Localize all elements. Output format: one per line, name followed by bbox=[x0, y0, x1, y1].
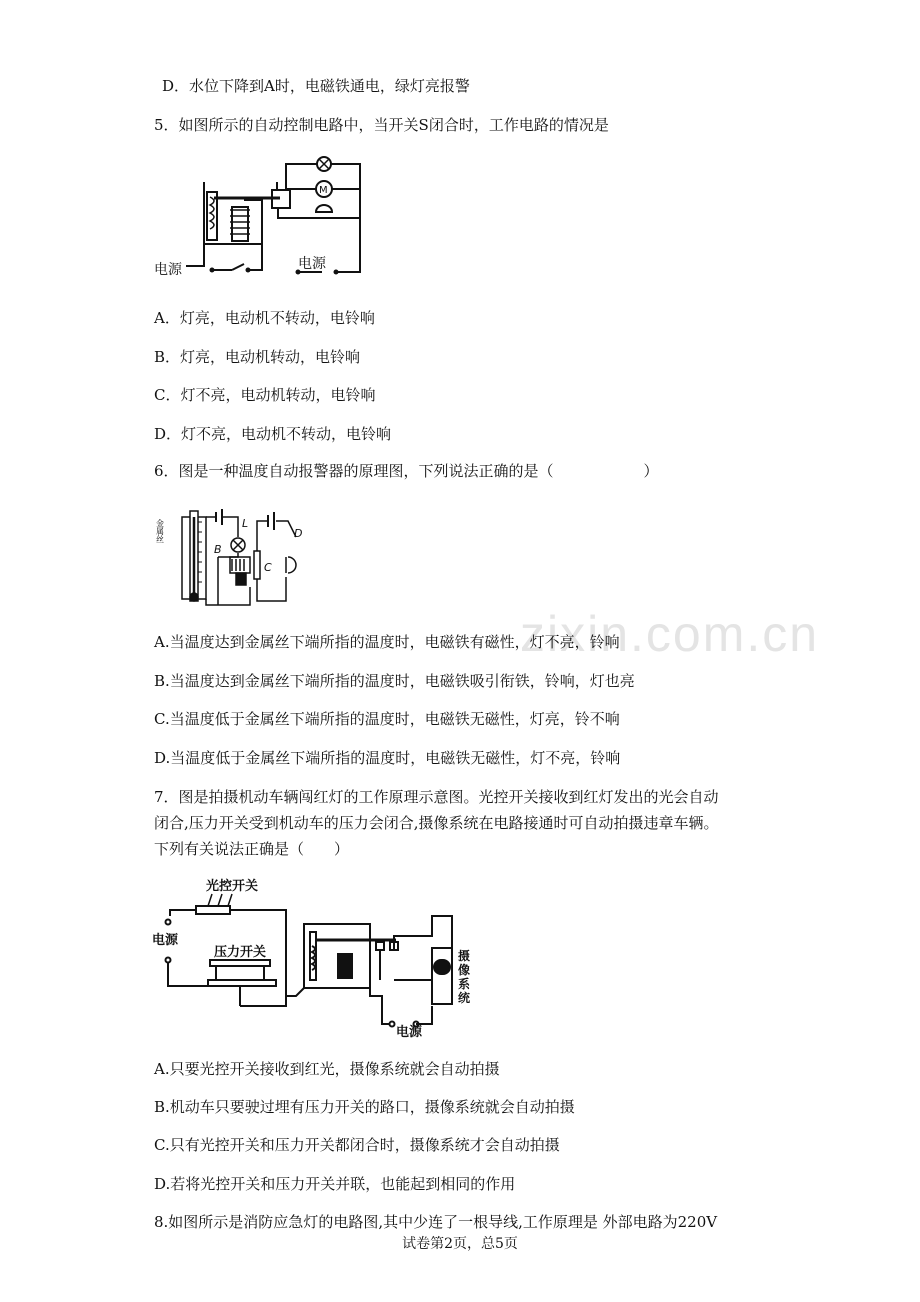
fig7-camera-label bbox=[458, 948, 470, 1005]
q5-option-c: C．灯不亮，电动机转动，电铃响 bbox=[154, 386, 376, 404]
q8-stem: 8.如图所示是消防应急灯的电路图,其中少连了一根导线,工作原理是 外部电路为220V bbox=[154, 1213, 718, 1231]
q7-option-b: B.机动车只要驶过埋有压力开关的路口，摄像系统就会自动拍摄 bbox=[154, 1098, 575, 1116]
q7-option-c: C.只有光控开关和压力开关都闭合时，摄像系统才会自动拍摄 bbox=[154, 1136, 560, 1154]
q6-option-d: D.当温度低于金属丝下端所指的温度时，电磁铁无磁性，灯不亮，铃响 bbox=[154, 749, 621, 767]
svg-text:像: 像 bbox=[458, 963, 471, 977]
fig6-C-label: C bbox=[264, 561, 272, 574]
fig7-left-power-label: 电源 bbox=[152, 933, 179, 948]
q4-option-d: D．水位下降到A时，电磁铁通电，绿灯亮报警 bbox=[162, 77, 470, 95]
fig6-D-label: D bbox=[294, 527, 303, 540]
fig7-bottom-power-label: 电源 bbox=[396, 1025, 423, 1040]
q7-option-a: A.只要光控开关接收到红光，摄像系统就会自动拍摄 bbox=[154, 1060, 500, 1078]
fig7-light-switch-label: 光控开关 bbox=[206, 879, 259, 894]
q6-option-c: C.当温度低于金属丝下端所指的温度时，电磁铁无磁性，灯亮，铃不响 bbox=[154, 710, 620, 728]
q6-option-b: B.当温度达到金属丝下端所指的温度时，电磁铁吸引衔铁，铃响，灯也亮 bbox=[154, 672, 635, 690]
q7-stem-line1: 7．图是拍摄机动车辆闯红灯的工作原理示意图。光控开关接收到红灯发出的光会自动 bbox=[154, 788, 719, 806]
fig5-left-power-label: 电源 bbox=[154, 262, 182, 278]
watermark: zixin.com.cn bbox=[520, 606, 820, 662]
fig7-pressure-switch-label: 压力开关 bbox=[214, 945, 267, 960]
page-footer: 试卷第2页，总5页 bbox=[402, 1236, 518, 1252]
q6-stem: 6．图是一种温度自动报警器的原理图，下列说法正确的是（ ） bbox=[154, 462, 659, 480]
q5-option-b: B．灯亮，电动机转动，电铃响 bbox=[154, 348, 361, 366]
q5-circuit-figure bbox=[152, 152, 372, 280]
q6-option-a: A.当温度达到金属丝下端所指的温度时，电磁铁有磁性，灯不亮，铃响 bbox=[154, 633, 620, 651]
svg-text:统: 统 bbox=[458, 991, 471, 1005]
q5-stem: 5．如图所示的自动控制电路中，当开关S闭合时，工作电路的情况是 bbox=[154, 116, 609, 134]
q7-stem-line2: 闭合,压力开关受到机动车的压力会闭合,摄像系统在电路接通时可自动拍摄违章车辆。 bbox=[154, 814, 719, 832]
q7-red-light-figure bbox=[152, 876, 472, 1040]
q7-stem-line3: 下列有关说法正确是（ ） bbox=[154, 840, 350, 858]
q5-option-d: D．灯不亮，电动机不转动，电铃响 bbox=[154, 425, 392, 443]
svg-text:M: M bbox=[319, 185, 328, 196]
q7-option-d: D.若将光控开关和压力开关并联，也能起到相同的作用 bbox=[154, 1175, 516, 1193]
fig6-L-label: L bbox=[242, 517, 249, 530]
q5-option-a: A．灯亮，电动机不转动，电铃响 bbox=[154, 309, 375, 327]
svg-text:摄: 摄 bbox=[458, 949, 471, 963]
fig5-right-power-label: 电源 bbox=[298, 256, 326, 272]
svg-text:系: 系 bbox=[458, 977, 471, 991]
fig6-metal-wire-label: 金属丝 bbox=[155, 519, 165, 543]
fig6-B-label: B bbox=[214, 543, 222, 556]
q6-alarm-figure bbox=[155, 507, 320, 607]
